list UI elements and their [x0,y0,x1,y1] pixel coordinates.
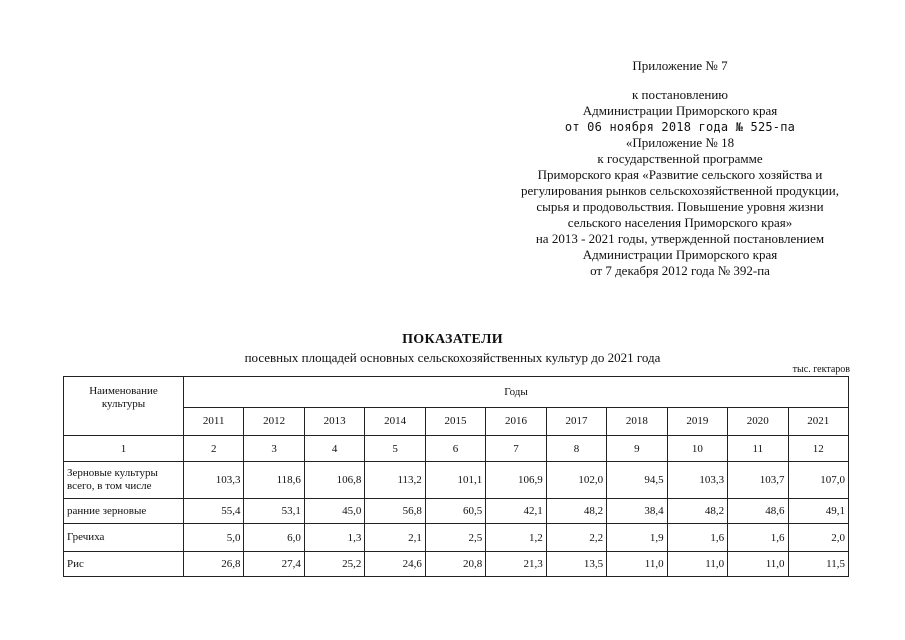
column-number: 1 [64,436,184,462]
value-cell: 2,0 [788,524,848,552]
column-number: 11 [728,436,788,462]
year-header: 2014 [365,407,425,435]
column-number: 10 [667,436,727,462]
value-cell: 27,4 [244,552,304,577]
value-cell: 56,8 [365,499,425,524]
value-cell: 94,5 [607,462,667,499]
value-cell: 1,3 [304,524,364,552]
approving-date-line: от 7 декабря 2012 года № 392-па [590,263,770,278]
value-cell: 11,0 [607,552,667,577]
crop-name-cell [64,462,184,499]
value-cell: 49,1 [788,499,848,524]
year-header: 2021 [788,407,848,435]
value-cell: 11,0 [667,552,727,577]
value-cell: 107,0 [788,462,848,499]
page-subtitle: посевных площадей основных сельскохозяйственных культур до 2021 года [244,350,661,365]
crop-name-cell: Рис [64,552,184,577]
year-header: 2015 [425,407,485,435]
crop-name-header-line-1: Наименование [89,385,158,397]
column-number: 6 [425,436,485,462]
value-cell: 48,2 [667,499,727,524]
appendix-18-line: «Приложение № 18 [625,135,735,150]
value-cell: 1,6 [667,524,727,552]
value-cell: 53,1 [244,499,304,524]
resolution-date-line: от 06 ноября 2018 года № 525-па [564,120,796,134]
program-name-line-4: сельского населения Приморского края» [567,215,793,230]
table-row-early-grain [64,499,849,524]
year-header: 2017 [546,407,606,435]
indicators-table [63,376,849,577]
value-cell: 113,2 [365,462,425,499]
year-header: 2020 [728,407,788,435]
column-number: 3 [244,436,304,462]
column-number: 9 [607,436,667,462]
value-cell: 11,5 [788,552,848,577]
value-cell: 2,1 [365,524,425,552]
value-cell: 101,1 [425,462,485,499]
approving-administration-line: Администрации Приморского края [582,247,778,262]
year-header: 2013 [304,407,364,435]
program-period-line: на 2013 - 2021 годы, утвержденной постановлением [535,231,825,246]
value-cell: 25,2 [304,552,364,577]
table-header-row [64,377,849,408]
value-cell: 20,8 [425,552,485,577]
column-number: 12 [788,436,848,462]
to-resolution-line: к постановлению [631,87,729,102]
crop-name-cell: ранние зерновые [64,499,184,524]
value-cell: 103,3 [184,462,244,499]
column-number: 7 [486,436,546,462]
crop-name-cell: Гречиха [64,524,184,552]
value-cell: 11,0 [728,552,788,577]
program-name-line-3: сырья и продовольствия. Повышение уровня жизни [536,199,824,214]
year-header: 2018 [607,407,667,435]
units-label: тыс. гектаров [792,364,850,375]
column-number-row [64,436,849,462]
value-cell: 42,1 [486,499,546,524]
column-number: 8 [546,436,606,462]
value-cell: 24,6 [365,552,425,577]
value-cell: 26,8 [184,552,244,577]
value-cell: 102,0 [546,462,606,499]
year-header: 2019 [667,407,727,435]
crop-name-line-2: всего, в том числе [67,480,152,492]
value-cell: 45,0 [304,499,364,524]
column-number: 2 [184,436,244,462]
value-cell: 6,0 [244,524,304,552]
to-program-line: к государственной программе [597,151,763,166]
value-cell: 1,6 [728,524,788,552]
year-header: 2012 [244,407,304,435]
program-name-line-2: регулирования рынков сельскохозяйственной продукции, [521,183,839,198]
value-cell: 55,4 [184,499,244,524]
value-cell: 48,2 [546,499,606,524]
table-row-rice [64,552,849,577]
value-cell: 38,4 [607,499,667,524]
table-row-grain-total [64,462,849,499]
value-cell: 2,2 [546,524,606,552]
year-header: 2011 [184,407,244,435]
program-name-line-1: Приморского края «Развитие сельского хозяйства и [537,167,823,182]
value-cell: 5,0 [184,524,244,552]
value-cell: 60,5 [425,499,485,524]
value-cell: 106,8 [304,462,364,499]
appendix-number: Приложение № 7 [632,58,728,73]
value-cell: 21,3 [486,552,546,577]
value-cell: 118,6 [244,462,304,499]
title-block [0,331,905,366]
column-number: 4 [304,436,364,462]
administration-line: Администрации Приморского края [582,103,778,118]
column-number: 5 [365,436,425,462]
value-cell: 2,5 [425,524,485,552]
table-row-buckwheat [64,524,849,552]
crop-name-header-line-2: культуры [101,398,146,410]
years-header: Годы [184,377,849,408]
value-cell: 1,2 [486,524,546,552]
year-header: 2016 [486,407,546,435]
value-cell: 48,6 [728,499,788,524]
value-cell: 103,3 [667,462,727,499]
crop-name-header [64,377,184,436]
appendix-header [470,58,890,279]
value-cell: 1,9 [607,524,667,552]
crop-name-line-1: Зерновые культуры [67,467,158,479]
page-title: ПОКАЗАТЕЛИ [402,332,503,347]
value-cell: 106,9 [486,462,546,499]
value-cell: 103,7 [728,462,788,499]
value-cell: 13,5 [546,552,606,577]
